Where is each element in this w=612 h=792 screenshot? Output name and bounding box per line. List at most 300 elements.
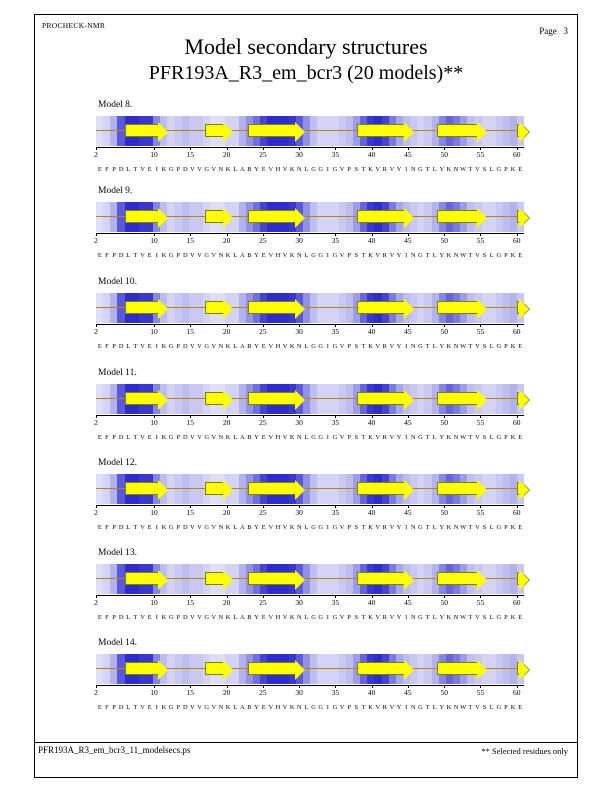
residue-shade-cell — [175, 564, 182, 594]
residue-letter: P — [504, 166, 508, 173]
axis-tick-label: 50 — [440, 150, 448, 159]
residue-shade-cell — [182, 293, 189, 323]
residue-axis — [96, 505, 524, 518]
residue-letter: N — [453, 614, 459, 621]
residue-letter: E — [261, 704, 266, 711]
residue-letter: K — [161, 252, 167, 259]
residue-letter: V — [197, 434, 202, 441]
residue-letter: G — [496, 524, 502, 531]
residue-letter: V — [190, 704, 195, 711]
residue-letter: S — [354, 166, 359, 173]
residue-shade-cell — [417, 293, 424, 323]
axis-tick-label: 25 — [259, 236, 267, 245]
footer-filename: PFR193A_R3_em_bcr3_11_modelsecs.ps — [38, 745, 191, 755]
residue-shade-cell — [189, 474, 196, 504]
residue-letter: T — [425, 704, 430, 711]
residue-letter: V — [475, 434, 480, 441]
residue-shade-cell — [346, 474, 353, 504]
residue-letter: K — [368, 614, 373, 621]
residue-shade-cell — [117, 202, 124, 232]
residue-shade-cell — [332, 202, 339, 232]
residue-shade-cell — [332, 116, 339, 146]
residue-shade-cell — [489, 384, 496, 414]
residue-letter: E — [518, 343, 523, 350]
residue-letter: V — [375, 343, 380, 350]
residue-shade-cell — [189, 293, 196, 323]
residue-letter: S — [482, 704, 487, 711]
residue-letter: E — [147, 524, 152, 531]
residue-letter: G — [318, 614, 323, 621]
residue-letter: Y — [439, 704, 445, 711]
axis-line — [96, 595, 524, 596]
residue-letter: V — [375, 614, 380, 621]
residue-shade-cell — [417, 654, 424, 684]
residue-shade-cell — [117, 293, 124, 323]
residue-letter: D — [118, 614, 124, 621]
residue-shade-cell — [503, 384, 510, 414]
axis-tick-label: 2 — [94, 327, 98, 336]
residue-letter: N — [297, 343, 302, 350]
residue-shade-cell — [175, 474, 182, 504]
residue-letter: G — [168, 434, 174, 441]
residue-letter: E — [261, 614, 266, 621]
residue-letter: P — [176, 434, 180, 441]
axis-tick-label: 10 — [150, 236, 158, 245]
residue-letter: K — [368, 252, 373, 259]
residue-letter: N — [218, 614, 224, 621]
axis-tick-label: 35 — [331, 418, 340, 427]
axis-tick-label: 15 — [186, 598, 195, 607]
residue-shade-cell — [310, 654, 317, 684]
residue-letter: L — [233, 166, 238, 173]
residue-letter: V — [475, 524, 480, 531]
residue-shade-cell — [332, 293, 339, 323]
residue-letter: G — [318, 343, 323, 350]
residue-letter: N — [411, 343, 416, 350]
residue-letter: T — [133, 704, 138, 711]
residue-shade-cell — [503, 293, 510, 323]
residue-letter: T — [468, 704, 473, 711]
residue-letter: V — [475, 704, 480, 711]
beta-strand-arrow — [517, 124, 521, 137]
residue-axis — [96, 324, 524, 337]
residue-shade-cell — [496, 564, 503, 594]
residue-letter: H — [275, 343, 281, 350]
residue-letter: V — [211, 252, 217, 259]
residue-letter: E — [518, 614, 523, 621]
model-label: Model 14. — [98, 638, 138, 648]
residue-letter: T — [133, 434, 138, 441]
residue-letter: N — [411, 704, 416, 711]
residue-letter: B — [247, 434, 252, 441]
axis-tick-label: 40 — [367, 688, 376, 697]
residue-letter: P — [112, 614, 116, 621]
residue-letter: T — [133, 343, 138, 350]
residue-letter: I — [405, 252, 408, 259]
residue-letter: V — [140, 343, 145, 350]
axis-tick-label: 55 — [476, 688, 485, 697]
residue-shade-cell — [503, 474, 510, 504]
residue-letter: V — [268, 614, 274, 621]
axis-tick-label: 25 — [259, 598, 267, 607]
residue-letter: V — [282, 704, 288, 711]
residue-letter: L — [304, 343, 309, 350]
residue-letter: P — [504, 343, 508, 350]
residue-shade-cell — [489, 202, 496, 232]
residue-shade-cell — [503, 654, 510, 684]
residue-letter: B — [247, 252, 252, 259]
residue-shade-cell — [496, 474, 503, 504]
residue-letter: D — [183, 434, 188, 441]
residue-letter: F — [105, 524, 109, 531]
residue-shade-cell — [424, 202, 431, 232]
axis-tick-label: 45 — [404, 508, 412, 517]
residue-letter: G — [168, 614, 174, 621]
residue-letter: T — [425, 614, 430, 621]
residue-shade-cell — [496, 654, 503, 684]
residue-letter: E — [261, 166, 266, 173]
axis-tick-label: 50 — [440, 327, 448, 336]
model-panel — [96, 368, 526, 446]
residue-letter: L — [489, 252, 494, 259]
residue-shade-cell — [96, 116, 103, 146]
axis-tick-label: 40 — [367, 236, 376, 245]
axis-tick-label: 25 — [259, 418, 267, 427]
axis-tick-label: 30 — [295, 688, 303, 697]
residue-letter: V — [389, 252, 395, 259]
residue-letter: K — [161, 524, 167, 531]
residue-shade-cell — [167, 474, 174, 504]
residue-letter: N — [218, 166, 224, 173]
residue-letter: G — [496, 166, 502, 173]
axis-tick-label: 10 — [150, 327, 158, 336]
residue-letter: L — [126, 252, 131, 259]
residue-letter: V — [389, 434, 395, 441]
residue-letter: E — [147, 166, 152, 173]
model-panel — [96, 277, 526, 355]
residue-letter: S — [482, 343, 487, 350]
residue-letter: L — [432, 614, 437, 621]
residue-letter: P — [347, 434, 351, 441]
model-label: Model 10. — [98, 277, 138, 287]
residue-letter: K — [510, 343, 516, 350]
residue-shade-cell — [96, 293, 103, 323]
residue-shade-cell — [417, 384, 424, 414]
residue-letter: S — [354, 704, 359, 711]
residue-shade-cell — [167, 384, 174, 414]
residue-letter: E — [518, 524, 523, 531]
residue-shade-cell — [489, 654, 496, 684]
residue-letter: F — [105, 434, 109, 441]
residue-shade-cell — [189, 654, 196, 684]
axis-tick-label: 2 — [94, 688, 98, 697]
residue-letter: Y — [396, 252, 402, 259]
residue-letter: T — [133, 614, 138, 621]
residue-letter: W — [460, 434, 467, 441]
residue-letter: H — [275, 524, 281, 531]
residue-letter: T — [133, 166, 138, 173]
residue-letter: P — [347, 704, 351, 711]
residue-shade-cell — [310, 384, 317, 414]
residue-letter: W — [460, 704, 467, 711]
residue-letter: V — [197, 252, 202, 259]
residue-shade-cell — [317, 202, 324, 232]
residue-letter: D — [118, 704, 124, 711]
residue-letter: V — [190, 434, 195, 441]
residue-shade-cell — [424, 293, 431, 323]
residue-letter: D — [183, 166, 188, 173]
axis-tick-label: 45 — [404, 150, 412, 159]
residue-shade-cell — [117, 654, 124, 684]
beta-strand-arrow — [517, 392, 521, 405]
residue-letter: P — [347, 166, 351, 173]
model-panel — [96, 458, 526, 536]
residue-letter: P — [176, 166, 180, 173]
residue-letter: V — [375, 434, 380, 441]
residue-shade-cell — [424, 474, 431, 504]
residue-shade-cell — [175, 384, 182, 414]
beta-strand-arrow — [437, 301, 479, 314]
residue-letter: P — [347, 614, 351, 621]
residue-letter: N — [411, 434, 416, 441]
secondary-structure-track — [96, 202, 524, 232]
residue-letter: N — [411, 524, 416, 531]
residue-shade-cell — [103, 116, 110, 146]
residue-letter: G — [418, 166, 423, 173]
model-panel — [96, 548, 526, 626]
residue-letter: G — [311, 434, 316, 441]
axis-tick-label: 10 — [150, 508, 158, 517]
axis-line — [96, 324, 524, 325]
residue-letter: N — [297, 524, 302, 531]
residue-letter: G — [311, 614, 316, 621]
residue-letter: G — [332, 614, 338, 621]
residue-letter: Y — [396, 343, 402, 350]
residue-letter: E — [97, 343, 102, 350]
residue-shade-cell — [339, 474, 346, 504]
residue-letter: S — [354, 524, 359, 531]
axis-tick-label: 30 — [295, 598, 303, 607]
residue-shade-cell — [325, 202, 332, 232]
residue-letter: F — [105, 704, 109, 711]
residue-letter: G — [332, 434, 338, 441]
residue-letter: V — [140, 614, 145, 621]
residue-letter: E — [261, 252, 266, 259]
residue-shade-cell — [496, 202, 503, 232]
axis-tick-label: 60 — [512, 418, 521, 427]
residue-shade-cell — [103, 293, 110, 323]
residue-letter: F — [105, 252, 109, 259]
residue-letter: A — [240, 434, 245, 441]
axis-tick-label: 25 — [259, 508, 267, 517]
beta-strand-arrow — [437, 392, 479, 405]
residue-shade-cell — [196, 474, 203, 504]
residue-letter: L — [432, 166, 437, 173]
residue-letter: G — [418, 704, 423, 711]
axis-tick-label: 50 — [440, 418, 448, 427]
residue-shade-cell — [189, 116, 196, 146]
axis-tick-label: 60 — [512, 236, 521, 245]
residue-letter: D — [118, 252, 124, 259]
residue-shade-cell — [117, 384, 124, 414]
residue-letter: L — [233, 614, 238, 621]
beta-strand-arrow — [205, 482, 225, 495]
residue-letter: T — [425, 343, 430, 350]
residue-letter: G — [496, 252, 502, 259]
residue-letter: V — [211, 434, 217, 441]
residue-letter: K — [161, 704, 167, 711]
residue-letter: L — [489, 166, 494, 173]
residue-letter: I — [405, 434, 408, 441]
residue-letter: D — [118, 166, 124, 173]
residue-letter: N — [218, 434, 224, 441]
residue-letter: F — [105, 166, 109, 173]
residue-letter: I — [326, 252, 329, 259]
residue-letter: T — [361, 614, 366, 621]
residue-letter: G — [204, 252, 209, 259]
beta-strand-arrow — [437, 210, 479, 223]
residue-letter: V — [190, 343, 195, 350]
residue-shade-cell — [182, 202, 189, 232]
residue-letter: W — [460, 614, 467, 621]
residue-letter: L — [432, 252, 437, 259]
residue-letter: I — [326, 704, 329, 711]
residue-letter: E — [147, 704, 152, 711]
residue-letter: E — [97, 614, 102, 621]
residue-shade-cell — [346, 564, 353, 594]
residue-letter: V — [475, 252, 480, 259]
residue-shade-cell — [310, 474, 317, 504]
residue-letter: K — [446, 704, 452, 711]
residue-shade-cell — [317, 293, 324, 323]
residue-shade-cell — [239, 293, 246, 323]
residue-letter: L — [304, 704, 309, 711]
residue-letter: K — [161, 614, 167, 621]
residue-letter: L — [489, 343, 494, 350]
residue-letter: L — [126, 704, 131, 711]
residue-shade-cell — [182, 564, 189, 594]
beta-strand-arrow — [125, 662, 160, 675]
residue-letter: L — [432, 434, 437, 441]
residue-letter: R — [382, 166, 387, 173]
residue-shade-cell — [346, 654, 353, 684]
residue-letter: D — [183, 704, 188, 711]
axis-tick-label: 60 — [512, 688, 521, 697]
model-label: Model 9. — [98, 186, 133, 196]
residue-letter: K — [225, 524, 231, 531]
residue-letter: Y — [439, 434, 445, 441]
residue-letter: R — [382, 434, 387, 441]
secondary-structure-track — [96, 116, 524, 146]
residue-letter: H — [275, 434, 281, 441]
beta-strand-arrow — [205, 392, 225, 405]
residue-letter: V — [197, 166, 202, 173]
residue-shade-cell — [339, 654, 346, 684]
axis-tick-label: 30 — [295, 418, 303, 427]
residue-letter: S — [354, 343, 359, 350]
residue-letter: B — [247, 704, 252, 711]
residue-letter: I — [326, 524, 329, 531]
residue-shade-cell — [339, 384, 346, 414]
residue-letter: G — [204, 343, 209, 350]
beta-strand-arrow — [248, 392, 297, 405]
residue-letter: L — [304, 252, 309, 259]
residue-letter: P — [112, 704, 116, 711]
residue-letter: E — [261, 434, 266, 441]
residue-shade-cell — [317, 384, 324, 414]
axis-tick-label: 50 — [440, 508, 448, 517]
residue-letter: P — [112, 166, 116, 173]
residue-letter: T — [468, 252, 473, 259]
residue-letter: E — [147, 614, 152, 621]
model-label: Model 11. — [98, 368, 137, 378]
residue-letter: L — [489, 614, 494, 621]
beta-strand-arrow — [125, 210, 160, 223]
residue-letter: R — [382, 704, 387, 711]
residue-letter: E — [97, 166, 102, 173]
residue-shade-cell — [175, 293, 182, 323]
residue-letter: N — [218, 252, 224, 259]
axis-tick-label: 10 — [150, 150, 158, 159]
residue-letter: N — [453, 524, 459, 531]
residue-letter: V — [140, 704, 145, 711]
residue-letter: N — [411, 166, 416, 173]
residue-letter: V — [389, 524, 395, 531]
residue-shade-cell — [310, 202, 317, 232]
residue-shade-cell — [110, 293, 117, 323]
residue-letter: L — [126, 434, 131, 441]
beta-strand-arrow — [517, 662, 521, 675]
beta-strand-arrow — [437, 572, 479, 585]
residue-shade-cell — [103, 564, 110, 594]
axis-tick-label: 55 — [476, 598, 485, 607]
residue-letter: T — [361, 434, 366, 441]
beta-strand-arrow — [437, 124, 479, 137]
beta-strand-arrow — [248, 301, 297, 314]
residue-letter: L — [304, 614, 309, 621]
beta-strand-arrow — [248, 482, 297, 495]
residue-letter: Y — [396, 166, 402, 173]
residue-letter: R — [382, 524, 387, 531]
residue-letter: D — [183, 252, 188, 259]
residue-letter: Y — [439, 252, 445, 259]
residue-letter: L — [304, 434, 309, 441]
residue-letter: G — [204, 524, 209, 531]
residue-letter: L — [304, 166, 309, 173]
residue-letter: V — [389, 166, 395, 173]
residue-letter: G — [311, 524, 316, 531]
residue-shade-cell — [489, 293, 496, 323]
residue-letter: Y — [396, 704, 402, 711]
residue-letter: K — [289, 704, 295, 711]
residue-letter: S — [482, 252, 487, 259]
residue-letter: G — [332, 704, 338, 711]
residue-shade-cell — [110, 474, 117, 504]
axis-line — [96, 233, 524, 234]
secondary-structure-track — [96, 564, 524, 594]
residue-letter: S — [482, 614, 487, 621]
residue-axis — [96, 415, 524, 428]
residue-letter: N — [453, 252, 459, 259]
residue-letter: T — [361, 252, 366, 259]
residue-letter: V — [197, 704, 202, 711]
residue-letter: G — [418, 343, 423, 350]
residue-letter: P — [504, 524, 508, 531]
residue-letter: Y — [396, 524, 402, 531]
residue-letter: G — [318, 524, 323, 531]
axis-tick-label: 50 — [440, 598, 448, 607]
residue-letter: K — [289, 166, 295, 173]
